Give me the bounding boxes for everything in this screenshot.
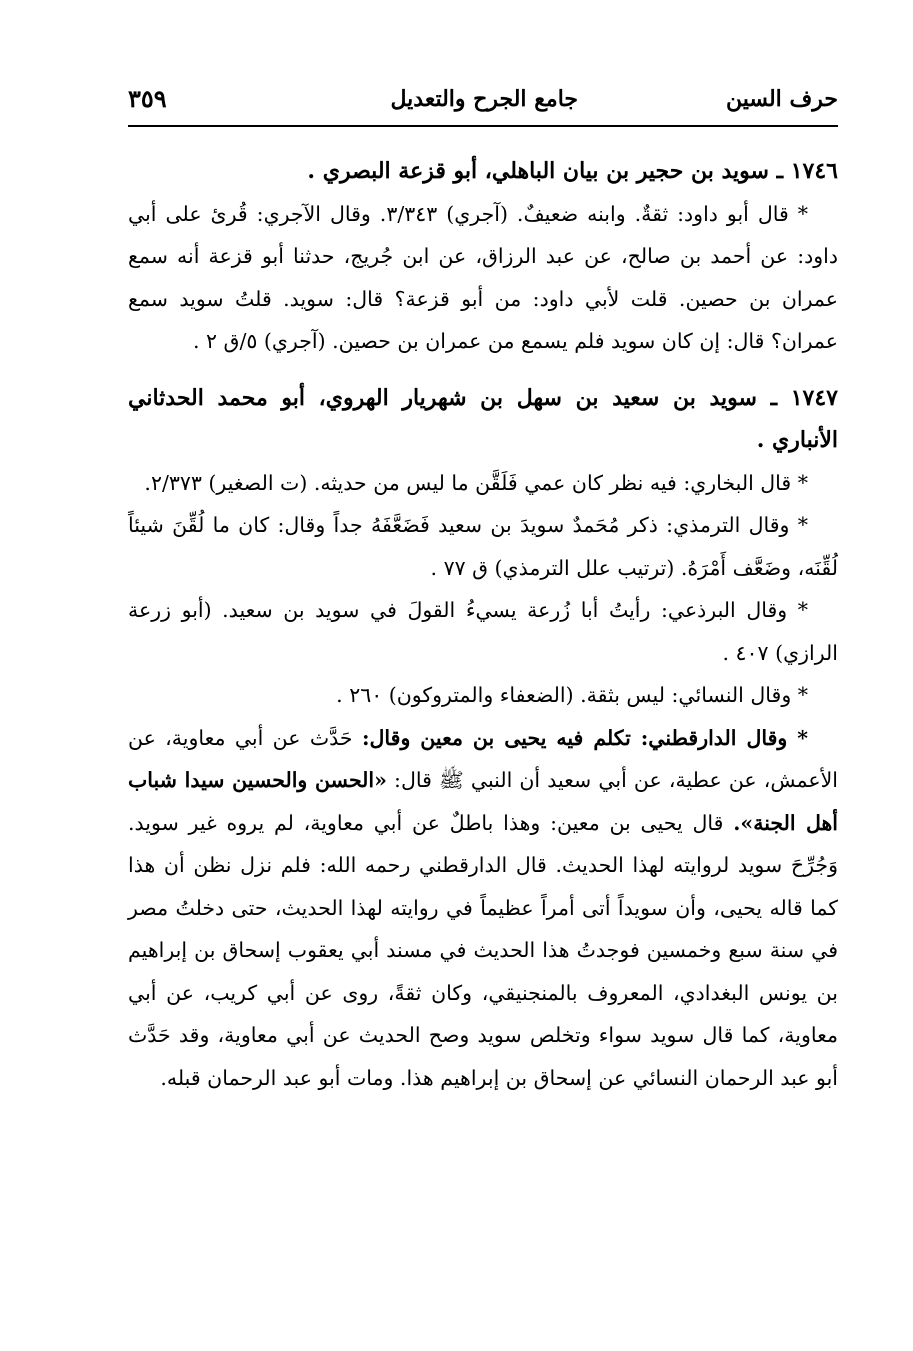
entry-1747 <box>128 377 838 1100</box>
quote-continuation: قال يحيى بن معين: وهذا باطلٌ عن أبي معاوية، لم يروه غير سويد. وَجُرِّحَ سويد لروايته لهذا الحديث. قال الدارقطني رحمه الله: فلم نزل نظن أن هذا كما قاله يحيى، وأن سويداً أتى أمراً عظيماً في روايته لهذا الحديث، حتى دخلتُ مصر في سنة سبع وخمسين فوجدتُ هذا الحديث في مسند أبي يعقوب إسحاق بن إبراهيم بن يونس البغدادي، المعروف بالمنجنيقي، وكان ثقةً، روى عن أبي كريب، عن أبي معاوية، كما قال سويد سواء وتخلص سويد وصح الحديث عن أبي معاوية، وقد حَدَّث أبو عبد الرحمان النسائي عن إسحاق بن إبراهيم هذا. ومات أبو عبد الرحمان قبله. <box>128 810 838 1090</box>
quote-lead: * وقال الدارقطني: تكلم فيه يحيى بن معين وقال: <box>361 725 808 750</box>
chapter-title: حرف السين <box>725 86 838 112</box>
page-body <box>128 150 838 1099</box>
quote-text: حَدَّث عن أبي معاوية، عن الأعمش، عن عطية، عن أبي سعيد أن النبي ﷺ قال: <box>128 725 838 792</box>
book-title: جامع الجرح والتعديل <box>390 86 578 112</box>
entry-paragraph <box>128 717 838 1100</box>
header-rule <box>128 125 838 127</box>
entry-paragraph: * قال البخاري: فيه نظر كان عمي فَلَقَّن ما ليس من حديثه. (ت الصغير) ٢/٣٧٣. <box>144 470 808 495</box>
page-header <box>128 80 838 120</box>
entry-1746 <box>128 150 838 363</box>
page-number: ٣٥٩ <box>128 84 167 113</box>
hadith-quote: «الحسن والحسين سيدا شباب أهل الجنة». <box>128 768 838 835</box>
entry-paragraph: * قال أبو داود: ثقةٌ. وابنه ضعيفٌ. (آجري) ٣/٣٤٣. وقال الآجري: قُرئ على أبي داود: عن أحمد بن صالح، عن عبد الرزاق، عن ابن جُريج، حدثنا أبو قزعة أنه سمع عمران بن حصين. قلت لأبي داود: من أبو قزعة؟ قال: سويد. قلتُ سويد سمع عمران؟ قال: إن كان سويد فلم يسمع من عمران بن حصين. (آجري) ٥/ق ٢ . <box>128 201 839 353</box>
entry-paragraph: * وقال الترمذي: ذكر مُحَمدٌ سويدَ بن سعيد فَضَعَّفَهُ جداً وقال: كان ما لُقِّنَ شيئاً لُقِّنَه، وضَعَّف أَمْرَهُ. (ترتيب علل الترمذي) ق ٧٧ . <box>128 513 838 580</box>
entry-gap <box>128 363 838 377</box>
entry-paragraph: * وقال البرذعي: رأيتُ أبا زُرعة يسيءُ القولَ في سويد بن سعيد. (أبو زرعة الرازي) ٤٠٧ . <box>128 598 838 665</box>
entry-heading: ١٧٤٦ ـ سويد بن حجير بن بيان الباهلي، أبو قزعة البصري . <box>307 158 838 184</box>
entry-paragraph: * وقال النسائي: ليس بثقة. (الضعفاء والمتروكون) ٢٦٠ . <box>336 683 808 707</box>
entry-heading: ١٧٤٧ ـ سويد بن سعيد بن سهل بن شهريار الهروي، أبو محمد الحدثاني الأنباري . <box>128 384 838 453</box>
